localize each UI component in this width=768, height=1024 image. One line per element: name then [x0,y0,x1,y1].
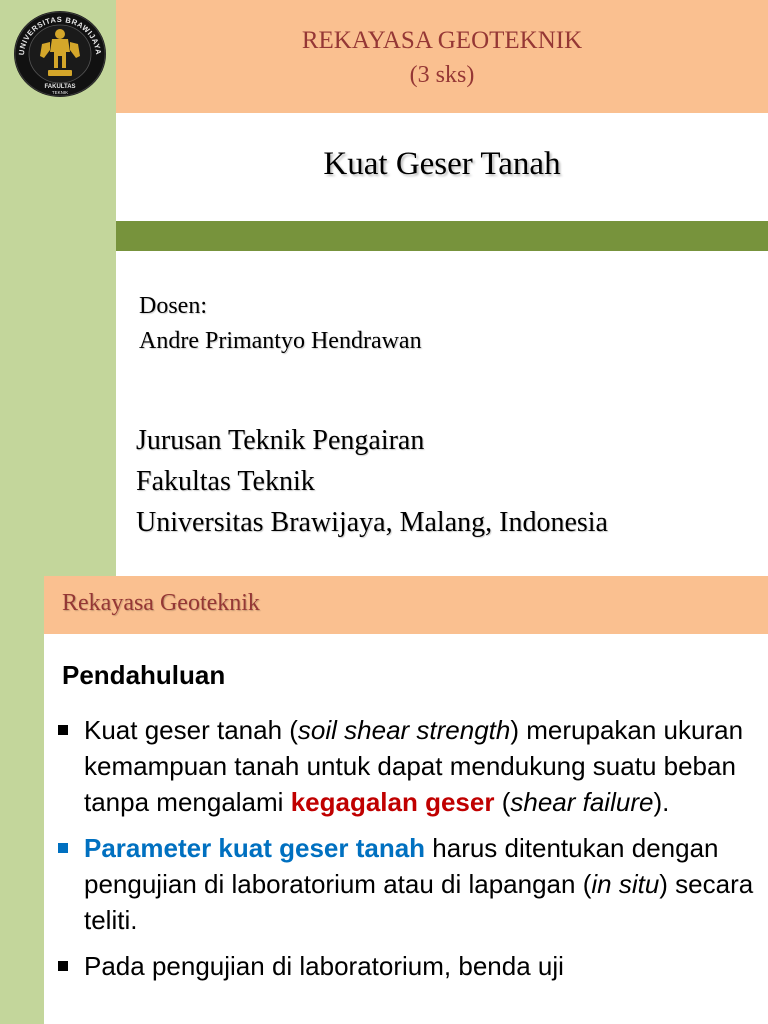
lecturer-block [139,289,422,359]
bullet-item [56,712,756,820]
section-title: Pendahuluan [62,660,226,690]
bullet-text: ) merupakan ukuran kemampuan tanah untuk dapat mendukung suatu beban tanpa mengalami [84,715,744,817]
university-seal-icon [8,8,112,100]
department-block [136,420,608,543]
department-line: Jurusan Teknik Pengairan [136,425,425,456]
content-slide [0,576,768,1024]
bullet-italic-term: soil shear strength [297,715,511,745]
faculty-line: Fakultas Teknik [136,466,315,497]
highlight-term: kegagalan geser [290,787,495,817]
svg-text:TEKNIK: TEKNIK [51,90,69,95]
course-credits: (3 sks) [409,62,475,88]
bullet-text: ). [653,787,670,817]
square-bullet-icon [58,961,68,971]
bullet-text: harus ditentukan dengan pengujian di laboratorium atau di lapangan ( [84,833,719,899]
svg-text:UNIVERSITAS BRAWIJAYA: UNIVERSITAS BRAWIJAYA [16,14,104,56]
bullet-item [56,948,756,984]
bullet-list [56,712,756,994]
slide-header: Rekayasa Geoteknik [62,590,260,616]
divider-bar [116,221,768,251]
bullet-item [56,830,756,938]
course-title: REKAYASA GEOTEKNIK [301,27,583,54]
lecturer-label: Dosen: [139,293,207,319]
bullet-text: Kuat geser tanah ( [84,715,298,745]
bullet-text: ( [494,787,511,817]
slide-title: Kuat Geser Tanah [323,146,561,182]
bullet-text: ) secara teliti. [84,869,754,935]
bullet-italic-term: shear failure [510,787,654,817]
lecturer-name: Andre Primantyo Hendrawan [139,328,422,354]
university-line: Universitas Brawijaya, Malang, Indonesia [136,507,608,538]
square-bullet-icon [58,843,68,853]
left-accent-stripe [0,576,44,1024]
header-band [116,0,768,113]
bullet-italic-term: in situ [591,869,660,899]
square-bullet-icon [58,725,68,735]
bullet-text: Pada pengujian di laboratorium, benda uji [84,951,564,981]
svg-text:FAKULTAS: FAKULTAS [44,84,76,90]
highlight-term: Parameter kuat geser tanah [84,833,426,863]
